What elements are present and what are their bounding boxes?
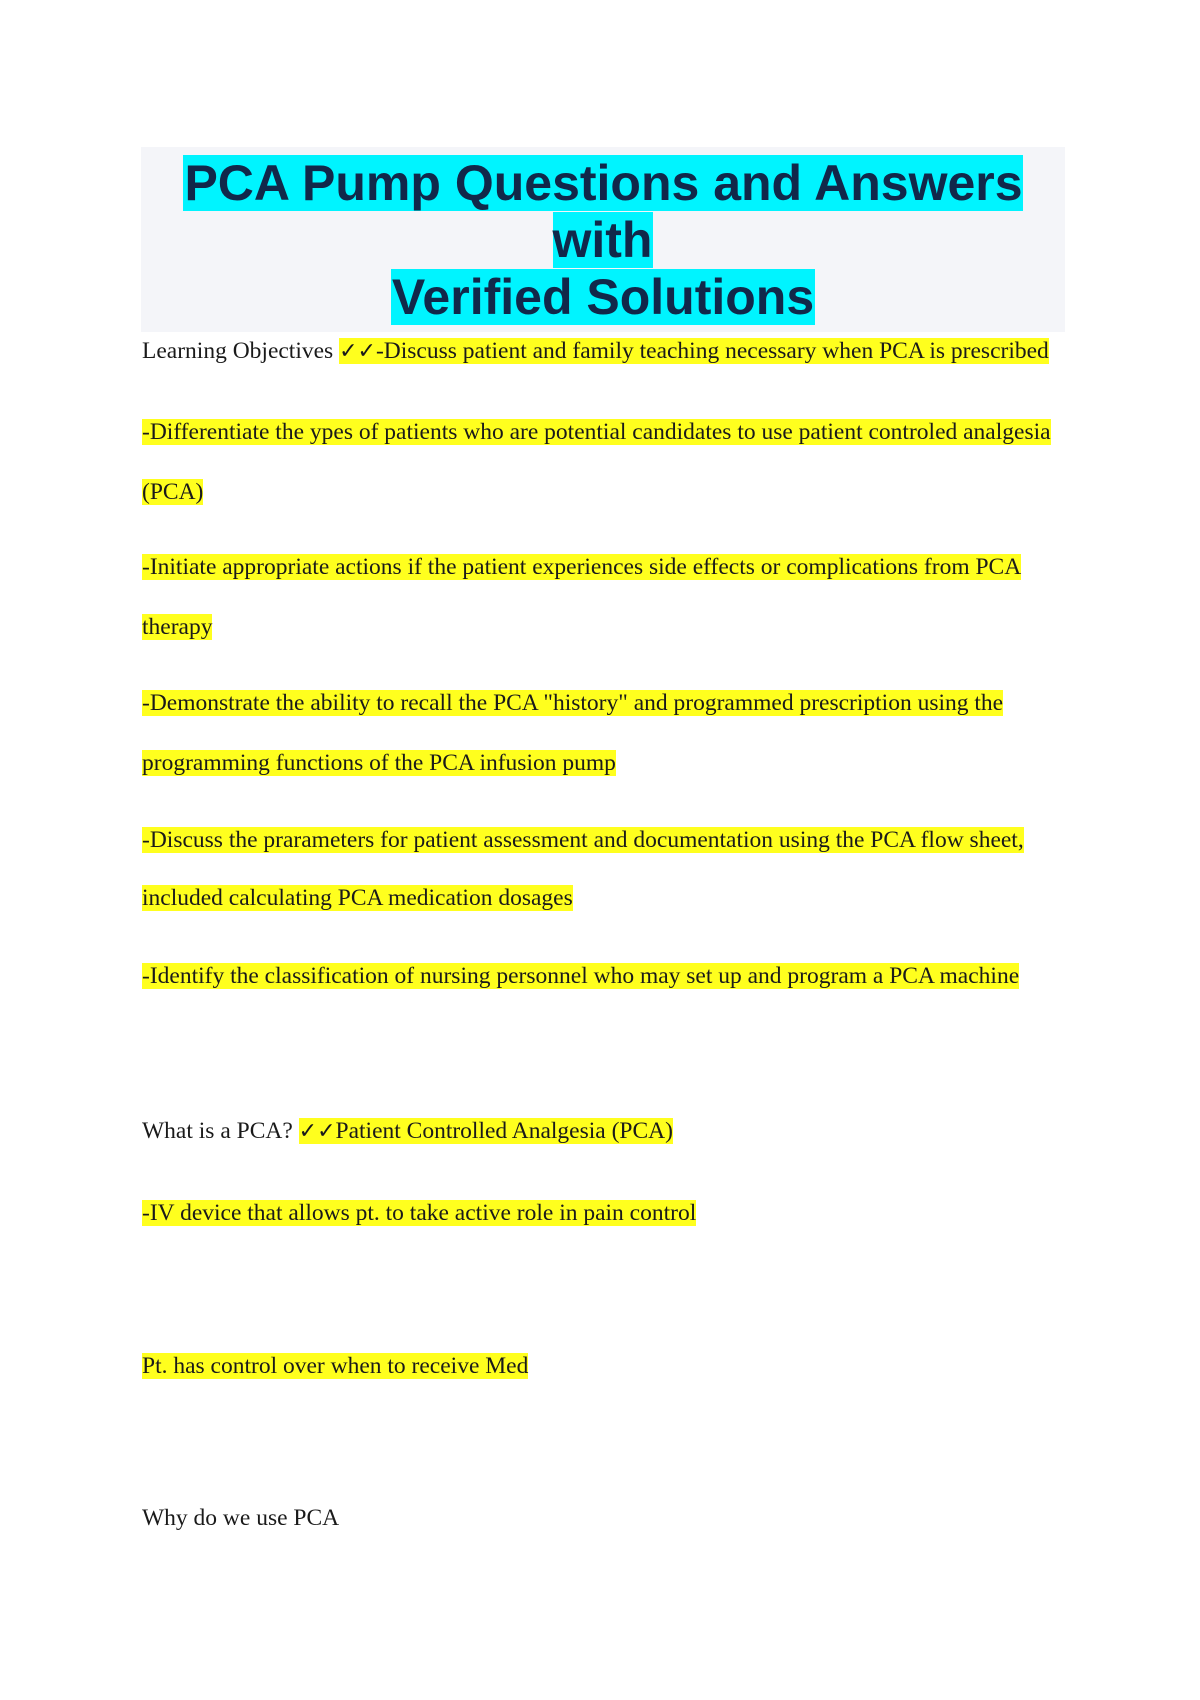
objective-4-line-2: programming functions of the PCA infusion pump xyxy=(142,750,616,776)
q3-line xyxy=(142,1488,1082,1548)
q1-line xyxy=(142,321,1082,382)
objective-3-line-1: -Initiate appropriate actions if the patient experiences side effects or complications from PCA xyxy=(142,554,1022,580)
title-line-1: PCA Pump Questions and Answers with xyxy=(184,155,1023,268)
objective-5-line-2: included calculating PCA medication dosages xyxy=(142,885,573,911)
q3-question: Why do we use PCA xyxy=(142,1505,340,1531)
q1-answer: -Discuss patient and family teaching necessary when PCA is prescribed xyxy=(375,338,1049,364)
q2-line xyxy=(142,1101,1082,1162)
title-block xyxy=(141,147,1065,332)
objective-4-line-1: -Demonstrate the ability to recall the PCA "history" and programmed prescription using the xyxy=(142,690,1004,716)
checkmark-icon: ✓✓ xyxy=(298,1119,336,1144)
checkmark-icon: ✓✓ xyxy=(339,339,376,364)
q2-detail-2: Pt. has control over when to receive Med xyxy=(142,1353,529,1379)
objective-5-line-1: -Discuss the prarameters for patient assessment and documentation using the PCA flow sheet, xyxy=(142,827,1024,853)
q2-detail-1: -IV device that allows pt. to take active role in pain control xyxy=(142,1200,697,1226)
objective-2-line-1: -Differentiate the ypes of patients who are potential candidates to use patient controled analgesia xyxy=(142,419,1051,445)
objective-3-line-2: therapy xyxy=(142,614,213,640)
title-line-2: Verified Solutions xyxy=(391,269,815,325)
objective-2-line-2: (PCA) xyxy=(142,479,204,505)
objective-6-line-1: -Identify the classification of nursing personnel who may set up and program a PCA machine xyxy=(142,963,1020,989)
document-title xyxy=(141,147,1065,326)
q2-answer: Patient Controlled Analgesia (PCA) xyxy=(335,1118,673,1144)
q2-question: What is a PCA? xyxy=(142,1118,293,1144)
q1-question: Learning Objectives xyxy=(142,338,334,364)
